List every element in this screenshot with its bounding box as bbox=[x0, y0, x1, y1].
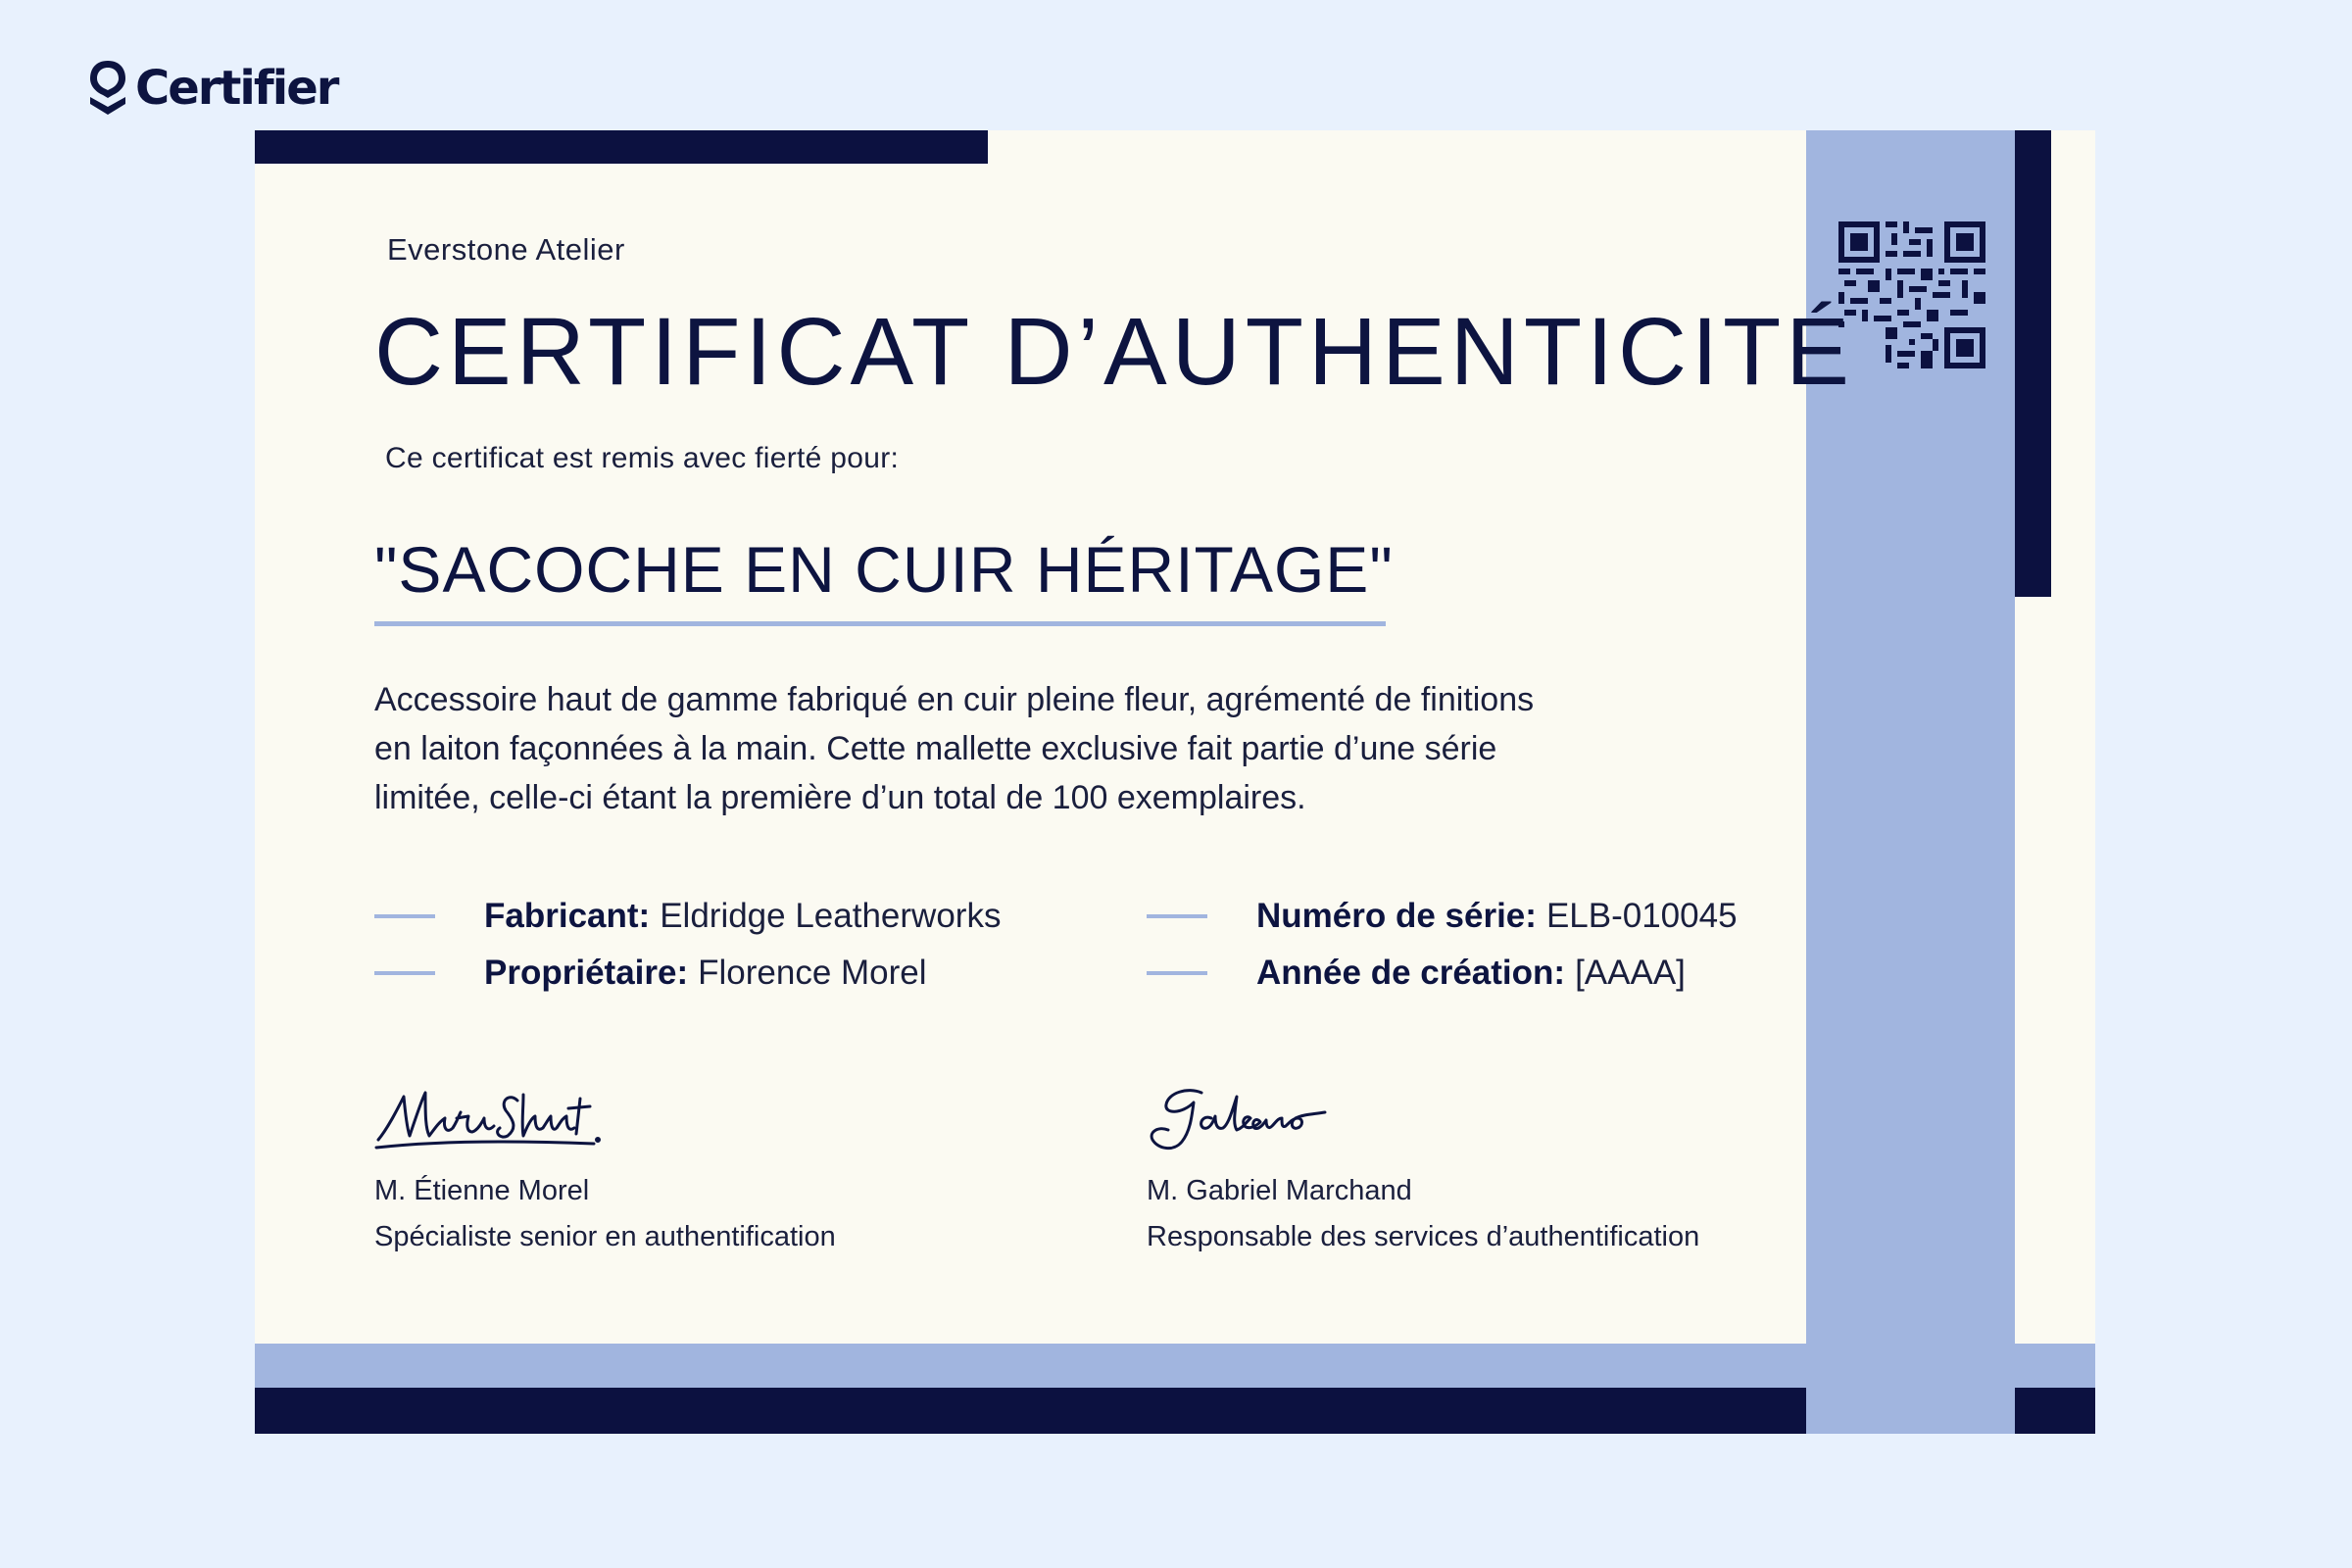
intro-text: Ce certificat est remis avec fierté pour: bbox=[385, 442, 900, 474]
field-value: ELB-010045 bbox=[1545, 897, 1738, 935]
field-dash bbox=[374, 914, 435, 918]
description-line: en laiton façonnées à la main. Cette mallette exclusive fait partie d’une série bbox=[374, 730, 1497, 767]
field-value: Florence Morel bbox=[698, 954, 927, 992]
description-line: limitée, celle-ci étant la première d’un total de 100 exemplaires. bbox=[374, 779, 1306, 816]
signatory-2-name: M. Gabriel Marchand bbox=[1147, 1175, 1412, 1206]
issuer-name: Everstone Atelier bbox=[387, 232, 625, 267]
signatory-2-role: Responsable des services d’authentification bbox=[1147, 1221, 1700, 1252]
field-value: Eldridge Leatherworks bbox=[660, 897, 1002, 935]
field-label: Fabricant: bbox=[484, 897, 651, 935]
certificate-card bbox=[255, 130, 2095, 1434]
signatory-1-role: Spécialiste senior en authentification bbox=[374, 1221, 836, 1252]
side-navy-bar bbox=[2015, 130, 2051, 597]
brand-name: Certifier bbox=[135, 61, 338, 116]
field-serial bbox=[1147, 897, 1738, 936]
field-dash bbox=[1147, 914, 1207, 918]
description-line: Accessoire haut de gamme fabriqué en cuir pleine fleur, agrémenté de finitions bbox=[374, 681, 1535, 718]
field-dash bbox=[374, 971, 435, 975]
field-label: Numéro de série: bbox=[1256, 897, 1537, 935]
signature-1 bbox=[370, 1079, 606, 1157]
field-value: [AAAA] bbox=[1575, 954, 1686, 992]
signature-2 bbox=[1143, 1079, 1378, 1157]
certifier-logo-icon bbox=[86, 58, 129, 119]
description bbox=[374, 675, 1688, 822]
field-manufacturer bbox=[374, 897, 1001, 936]
top-accent-bar bbox=[255, 130, 988, 164]
field-label: Propriétaire: bbox=[484, 954, 689, 992]
certificate-title: CERTIFICAT D’AUTHENTICITÉ bbox=[374, 298, 1854, 405]
brand-logo[interactable] bbox=[86, 57, 337, 120]
field-label: Année de création: bbox=[1256, 954, 1566, 992]
field-year bbox=[1147, 954, 1686, 993]
signatory-1-name: M. Étienne Morel bbox=[374, 1175, 590, 1206]
qr-code-icon[interactable] bbox=[1838, 221, 1985, 368]
product-name: "SACOCHE EN CUIR HÉRITAGE" bbox=[374, 533, 1394, 606]
product-underline bbox=[374, 621, 1386, 626]
field-dash bbox=[1147, 971, 1207, 975]
field-owner bbox=[374, 954, 927, 993]
